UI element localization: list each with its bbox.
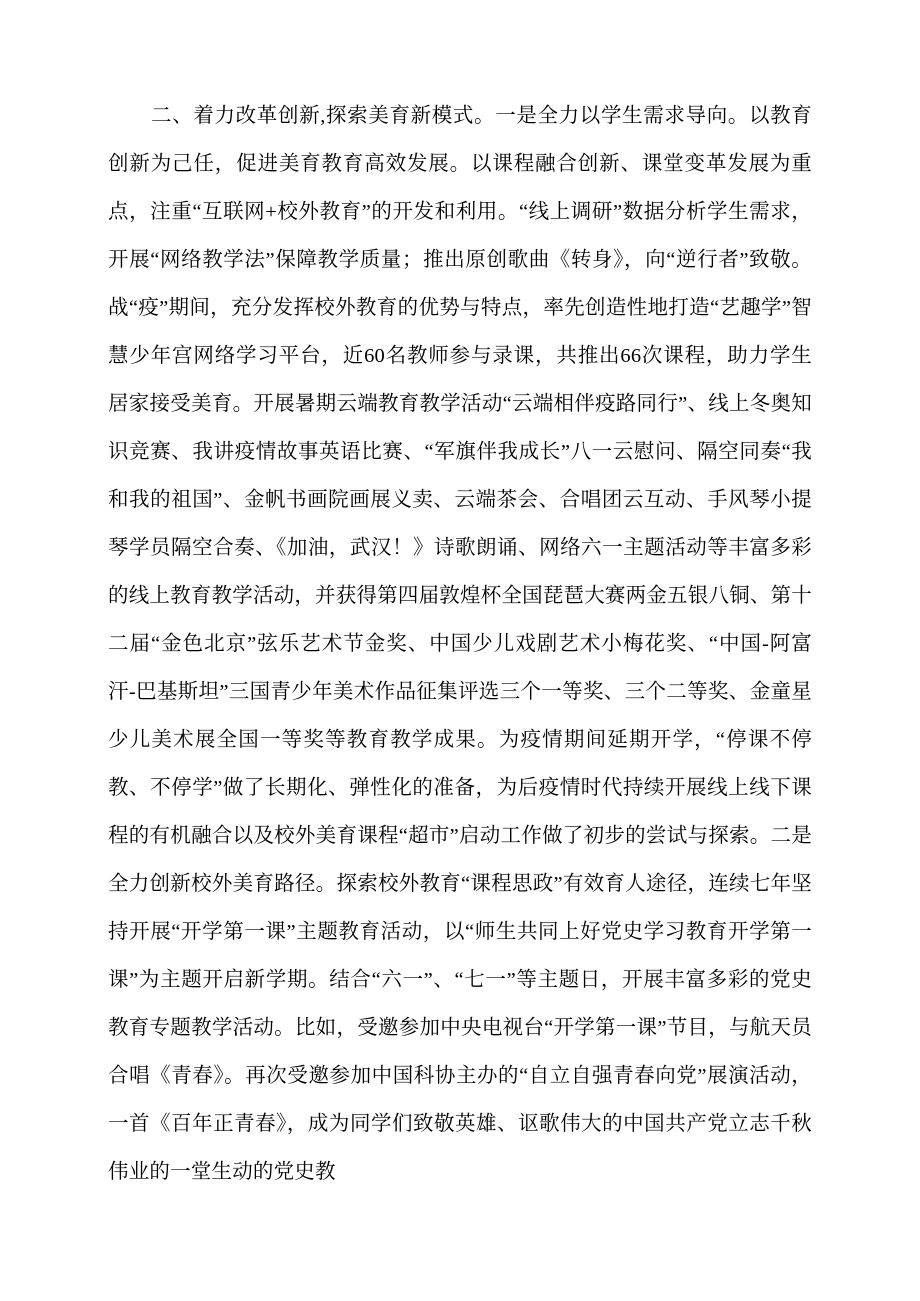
body-paragraph: 二、着力改革创新,探索美育新模式。一是全力以学生需求导向。以教育创新为己任，促进美育教育高效发展。以课程融合创新、课堂变革发展为重点，注重“互联网+校外教育”的开发和利用。“线上调研”数据分析学生需求，开展“网络教学法”保障教学质量；推出原创歌曲《转身》，向“逆行者”致敬。战“疫”期间，充分发挥校外教育的优势与特点，率先创造性地打造“艺趣学”智慧少年宫网络学习平台，近60名教师参与录课，共推出66次课程，助力学生居家接受美育。开展暑期云端教育教学活动“云端相伴疫路同行”、线上冬奥知识竞赛、我讲疫情故事英语比赛、“军旗伴我成长”八一云慰问、隔空同奏“我和我的祖国”、金帆书画院画展义卖、云端茶会、合唱团云互动、手风琴小提琴学员隔空合奏、《加油，武汉！》诗歌朗诵、网络六一主题活动等丰富多彩的线上教育教学活动，并获得第四届敦煌杯全国琵琶大赛两金五银八铜、第十二届“金色北京”弦乐艺术节金奖、中国少儿戏剧艺术小梅花奖、“中国-阿富汗-巴基斯坦”三国青少年美术作品征集评选三个一等奖、三个二等奖、金童星少儿美术展全国一等奖等教育教学成果。为疫情期间延期开学，“停课不停教、不停学”做了长期化、弹性化的准备，为后疫情时代持续开展线上线下课程的有机融合以及校外美育课程“超市”启动工作做了初步的尝试与探索。二是全力创新校外美育路径。探索校外教育“课程思政”有效育人途径，连续七年坚持开展“开学第一课”主题教育活动，以“师生共同上好党史学习教育开学第一课”为主题开启新学期。结合“六一”、“七一”等主题日，开展丰富多彩的党史教育专题教学活动。比如，受邀参加中央电视台“开学第一课”节目，与航天员合唱《青春》。再次受邀参加中国科协主办的“自立自强青春向党”展演活动，一首《百年正青春》，成为同学们致敬英雄、讴歌伟大的中国共产党立志千秋伟业的一堂生动的党史教: [108, 105, 812, 1183]
document-body: [108, 92, 812, 1196]
